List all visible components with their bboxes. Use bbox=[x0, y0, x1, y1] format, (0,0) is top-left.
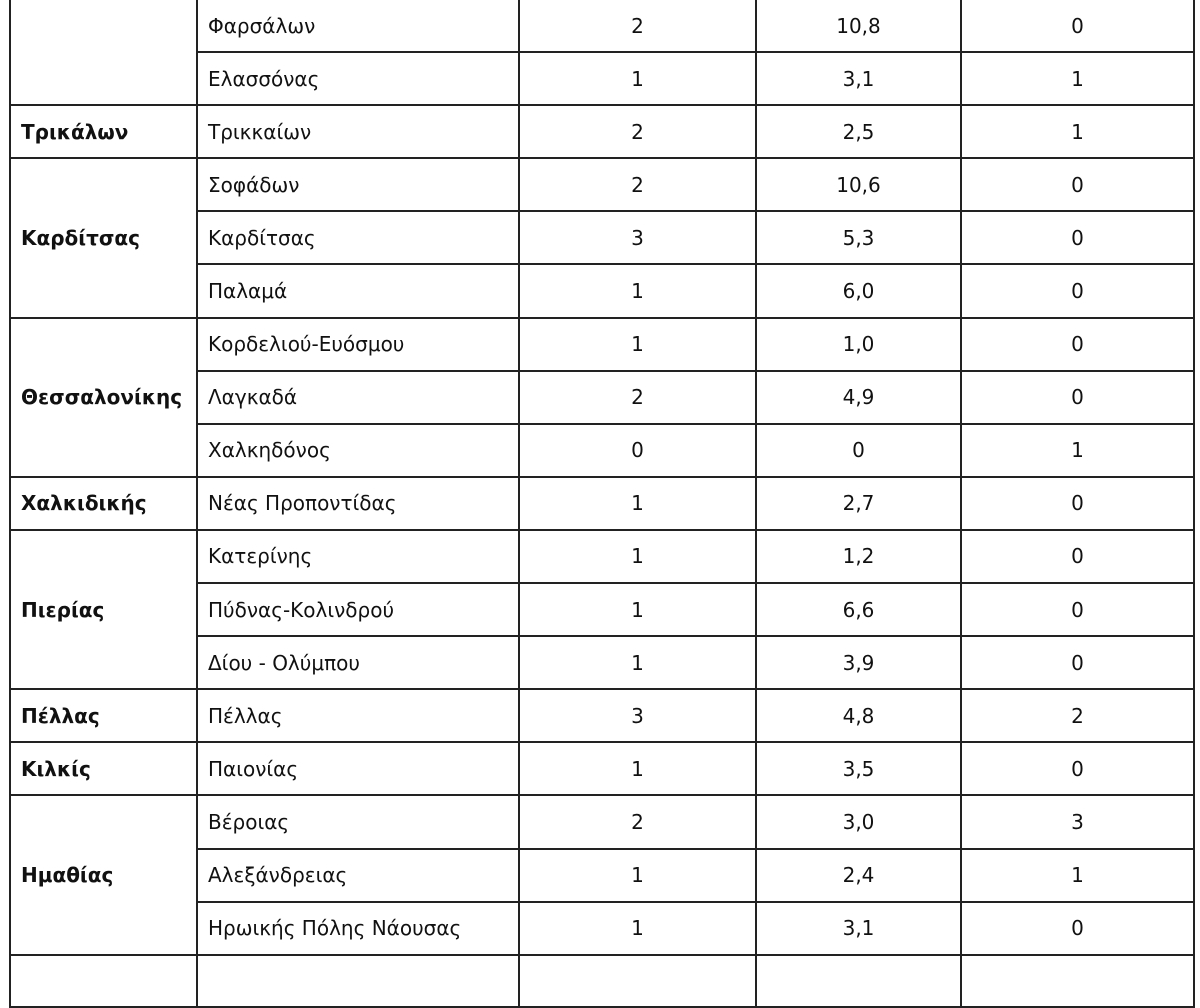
value-cell-col3: 3,0 bbox=[756, 795, 961, 848]
table-body bbox=[10, 0, 1194, 955]
value-cell-col2: 2 bbox=[519, 158, 756, 211]
table-row bbox=[10, 158, 1194, 211]
value-cell-col4: 0 bbox=[961, 211, 1194, 264]
value-cell-col3: 2,4 bbox=[756, 849, 961, 902]
value-cell-col3: 3,5 bbox=[756, 742, 961, 795]
document-page bbox=[9, 0, 1195, 1008]
value-cell-col4: 0 bbox=[961, 583, 1194, 636]
value-cell-col3: 1,0 bbox=[756, 318, 961, 371]
value-cell-col3: 3,1 bbox=[756, 52, 961, 105]
value-cell-col2: 2 bbox=[519, 0, 756, 52]
value-cell-col3: 6,0 bbox=[756, 264, 961, 317]
value-cell-col2: 1 bbox=[519, 902, 756, 955]
value-cell-col2: 2 bbox=[519, 105, 756, 158]
value-cell-col3: 2,5 bbox=[756, 105, 961, 158]
table-row bbox=[10, 795, 1194, 848]
table-row bbox=[10, 318, 1194, 371]
value-cell-col4: 1 bbox=[961, 52, 1194, 105]
region-cell: Τρικάλων bbox=[10, 105, 197, 158]
value-cell-col4: 1 bbox=[961, 424, 1194, 477]
value-cell-col4: 2 bbox=[961, 689, 1194, 742]
municipality-cell: Παιονίας bbox=[197, 742, 519, 795]
municipality-cell: Λαγκαδά bbox=[197, 371, 519, 424]
value-cell-col2: 1 bbox=[519, 583, 756, 636]
municipality-cell: Φαρσάλων bbox=[197, 0, 519, 52]
value-cell-col4: 1 bbox=[961, 849, 1194, 902]
region-cell: Πέλλας bbox=[10, 689, 197, 742]
value-cell-col3: 2,7 bbox=[756, 477, 961, 530]
municipality-cell: Κατερίνης bbox=[197, 530, 519, 583]
municipality-cell: Χαλκηδόνος bbox=[197, 424, 519, 477]
value-cell-col2: 1 bbox=[519, 477, 756, 530]
value-cell-col4: 0 bbox=[961, 477, 1194, 530]
region-cell: Κιλκίς bbox=[10, 742, 197, 795]
value-cell-col4: 0 bbox=[961, 530, 1194, 583]
municipality-cell: Ηρωικής Πόλης Νάουσας bbox=[197, 902, 519, 955]
table-row bbox=[10, 530, 1194, 583]
table-row bbox=[10, 477, 1194, 530]
region-cell: Πιερίας bbox=[10, 530, 197, 689]
table-row bbox=[10, 105, 1194, 158]
value-cell-col3: 10,8 bbox=[756, 0, 961, 52]
municipality-cell: Πύδνας-Κολινδρού bbox=[197, 583, 519, 636]
municipality-cell: Σοφάδων bbox=[197, 158, 519, 211]
value-cell-col4: 0 bbox=[961, 902, 1194, 955]
value-cell-col4: 0 bbox=[961, 264, 1194, 317]
region-cell: Χαλκιδικής bbox=[10, 477, 197, 530]
value-cell-col4: 1 bbox=[961, 105, 1194, 158]
value-cell-col4: 0 bbox=[961, 742, 1194, 795]
value-cell-col4: 0 bbox=[961, 318, 1194, 371]
value-cell-col2: 2 bbox=[519, 795, 756, 848]
value-cell-col3: 0 bbox=[756, 424, 961, 477]
municipality-cell: Καρδίτσας bbox=[197, 211, 519, 264]
value-cell-col3: 5,3 bbox=[756, 211, 961, 264]
value-cell-col2: 1 bbox=[519, 52, 756, 105]
region-cell: Καρδίτσας bbox=[10, 158, 197, 317]
municipality-cell: Ελασσόνας bbox=[197, 52, 519, 105]
value-cell-col2: 3 bbox=[519, 211, 756, 264]
value-cell-col3: 3,9 bbox=[756, 636, 961, 689]
value-cell-col2: 0 bbox=[519, 424, 756, 477]
table-row bbox=[10, 0, 1194, 52]
value-cell-col2: 1 bbox=[519, 530, 756, 583]
municipality-cell: Βέροιας bbox=[197, 795, 519, 848]
municipality-cell: Νέας Προποντίδας bbox=[197, 477, 519, 530]
value-cell-col2: 1 bbox=[519, 318, 756, 371]
value-cell-col4: 0 bbox=[961, 371, 1194, 424]
municipality-cell: Δίου - Ολύμπου bbox=[197, 636, 519, 689]
value-cell-col4: 0 bbox=[961, 0, 1194, 52]
municipality-cell: Πέλλας bbox=[197, 689, 519, 742]
value-cell-col2: 1 bbox=[519, 849, 756, 902]
value-cell-col2: 1 bbox=[519, 264, 756, 317]
value-cell-col2: 3 bbox=[519, 689, 756, 742]
value-cell-col3: 4,9 bbox=[756, 371, 961, 424]
value-cell-col3: 6,6 bbox=[756, 583, 961, 636]
value-cell-col2: 2 bbox=[519, 371, 756, 424]
value-cell-col3: 10,6 bbox=[756, 158, 961, 211]
value-cell-col3: 3,1 bbox=[756, 902, 961, 955]
value-cell-col4: 3 bbox=[961, 795, 1194, 848]
municipality-table bbox=[9, 0, 1195, 1008]
region-cell: Ημαθίας bbox=[10, 795, 197, 954]
region-cell bbox=[10, 0, 197, 105]
region-cell: Θεσσαλονίκης bbox=[10, 318, 197, 477]
value-cell-col4: 0 bbox=[961, 158, 1194, 211]
value-cell-col3: 1,2 bbox=[756, 530, 961, 583]
municipality-cell: Τρικκαίων bbox=[197, 105, 519, 158]
value-cell-col4: 0 bbox=[961, 636, 1194, 689]
value-cell-col2: 1 bbox=[519, 636, 756, 689]
value-cell-col2: 1 bbox=[519, 742, 756, 795]
table-row bbox=[10, 689, 1194, 742]
value-cell-col3: 4,8 bbox=[756, 689, 961, 742]
municipality-cell: Κορδελιού-Ευόσμου bbox=[197, 318, 519, 371]
municipality-cell: Παλαμά bbox=[197, 264, 519, 317]
municipality-cell: Αλεξάνδρειας bbox=[197, 849, 519, 902]
table-row bbox=[10, 742, 1194, 795]
